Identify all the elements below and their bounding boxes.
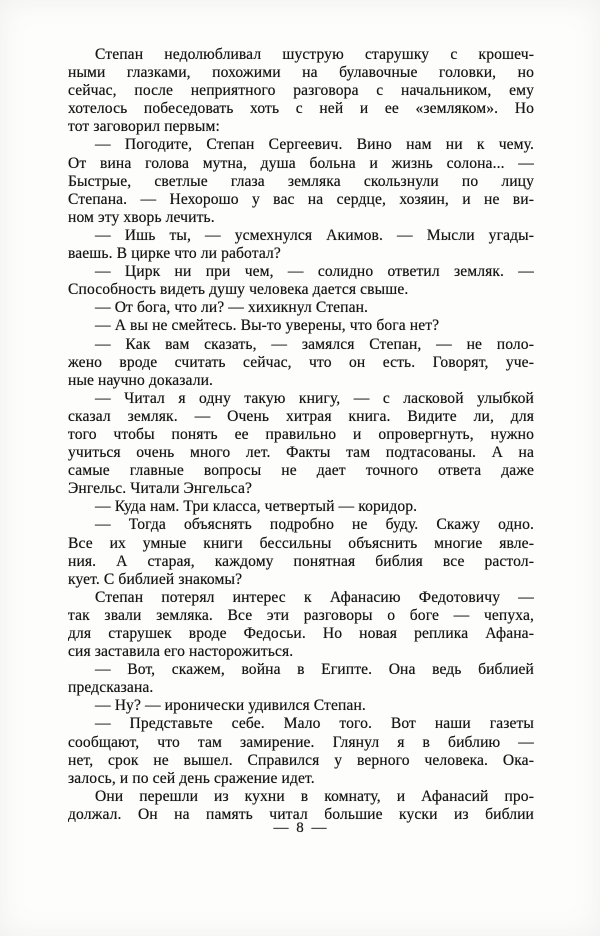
text-line: Все их умные книги бессильны объяснить многие явле- [68,534,534,552]
text-line: — Вот, скажем, война в Египте. Она ведь библией [95,661,534,679]
paragraph [68,516,534,588]
text-line: — Читал я одну такую книгу, — с ласковой улыбкой [95,389,534,407]
text-line: — Тогда объяснять подробно не буду. Скажу одно. [95,516,534,534]
paragraph [68,336,534,390]
text-line: того чтобы понять ее правильно и опровергнуть, нужно [68,425,534,443]
paragraph [68,390,534,499]
text-line: залось, и по сей день сражение идет. [68,769,315,787]
text-line: — Ну? — иронически удивился Степан. [95,697,366,715]
text-line: Они перешли из кухни в комнату, и Афанасий про- [95,787,534,805]
text-block [68,46,534,824]
text-line: — Ишь ты, — усмехнулся Акимов. — Мысли угады- [95,226,534,244]
text-line: жено вроде считать сейчас, что он есть. Говорят, уче- [68,353,534,371]
paragraph [68,46,534,136]
text-line: самые главные вопросы не дает точного ответа даже [68,462,534,480]
text-line: — А вы не смейтесь. Вы-то уверены, что бога нет? [95,317,440,335]
paragraph [68,661,534,697]
text-line: — Куда нам. Три класса, четвертый — коридор. [95,498,418,516]
text-line: Степана. — Нехорошо у вас на сердце, хозяин, и не ви- [68,190,534,208]
text-line: так звали земляка. Все эти разговоры о боге — чепуха, [68,606,534,624]
paragraph [68,136,534,226]
text-line: для старушек вроде Федосьи. Но новая реплика Афана- [68,625,534,642]
text-line: Быстрые, светлые глаза земляка скользнули по лицу [68,172,534,190]
text-line: ваешь. В цирке что ли работал? [68,245,281,263]
text-line: От вина голова мутна, душа больна и жизнь солона... — [68,154,534,172]
paragraph [68,227,534,263]
text-line: — Представьте себе. Мало того. Вот наши газеты [95,715,534,733]
text-line: Способность видеть душу человека дается свыше. [68,281,409,299]
text-line: тот заговорил первым: [68,118,220,136]
text-line: должал. Он на память читал большие куски из библии [68,805,534,823]
text-line: — От бога, что ли? — хихикнул Степан. [95,299,369,317]
text-line: Энгельс. Читали Энгельса? [68,480,253,498]
text-line: хотелось побеседовать хоть с ней и ее «земляком». Но [68,100,534,118]
text-line: — Цирк ни при чем, — солидно ответил земляк. — [95,263,534,281]
paragraph [68,589,534,661]
paragraph [68,788,534,824]
text-line: ными глазками, похожими на булавочные головки, но [68,64,534,82]
paragraph [68,715,534,787]
text-line: Степан потерял интерес к Афанасию Федотовичу — [95,588,534,606]
text-line: ном эту хворь лечить. [68,208,215,226]
paragraph [68,317,534,335]
text-line: ния. А старая, каждому понятная библия все растол- [68,552,534,570]
page-number: — 8 — [273,820,329,836]
text-line: Степан недолюбливал шуструю старушку с крошеч- [95,46,534,63]
text-line: ные научно доказали. [68,371,214,389]
text-line: — Погодите, Степан Сергеевич. Вино нам ни к чему. [95,136,534,154]
text-line: — Как вам сказать, — замялся Степан, — не поло- [95,335,534,353]
text-line: сейчас, после неприятного разговора с начальником, ему [68,82,534,100]
text-line: сия заставила его насторожиться. [68,643,294,661]
text-line: нет, срок не вышел. Справился у верного человека. Ока- [68,751,534,769]
text-line: сказал земляк. — Очень хитрая книга. Видите ли, для [68,407,534,425]
text-line: предсказана. [68,679,154,697]
paragraph [68,263,534,299]
text-line: учиться очень много лет. Факты там подтасованы. А на [68,444,534,462]
paragraph [68,299,534,317]
paragraph [68,697,534,715]
text-line: сообщают, что там замирение. Глянул я в библию — [68,733,534,751]
paragraph [68,498,534,516]
text-line: кует. С библией знакомы? [68,570,243,588]
